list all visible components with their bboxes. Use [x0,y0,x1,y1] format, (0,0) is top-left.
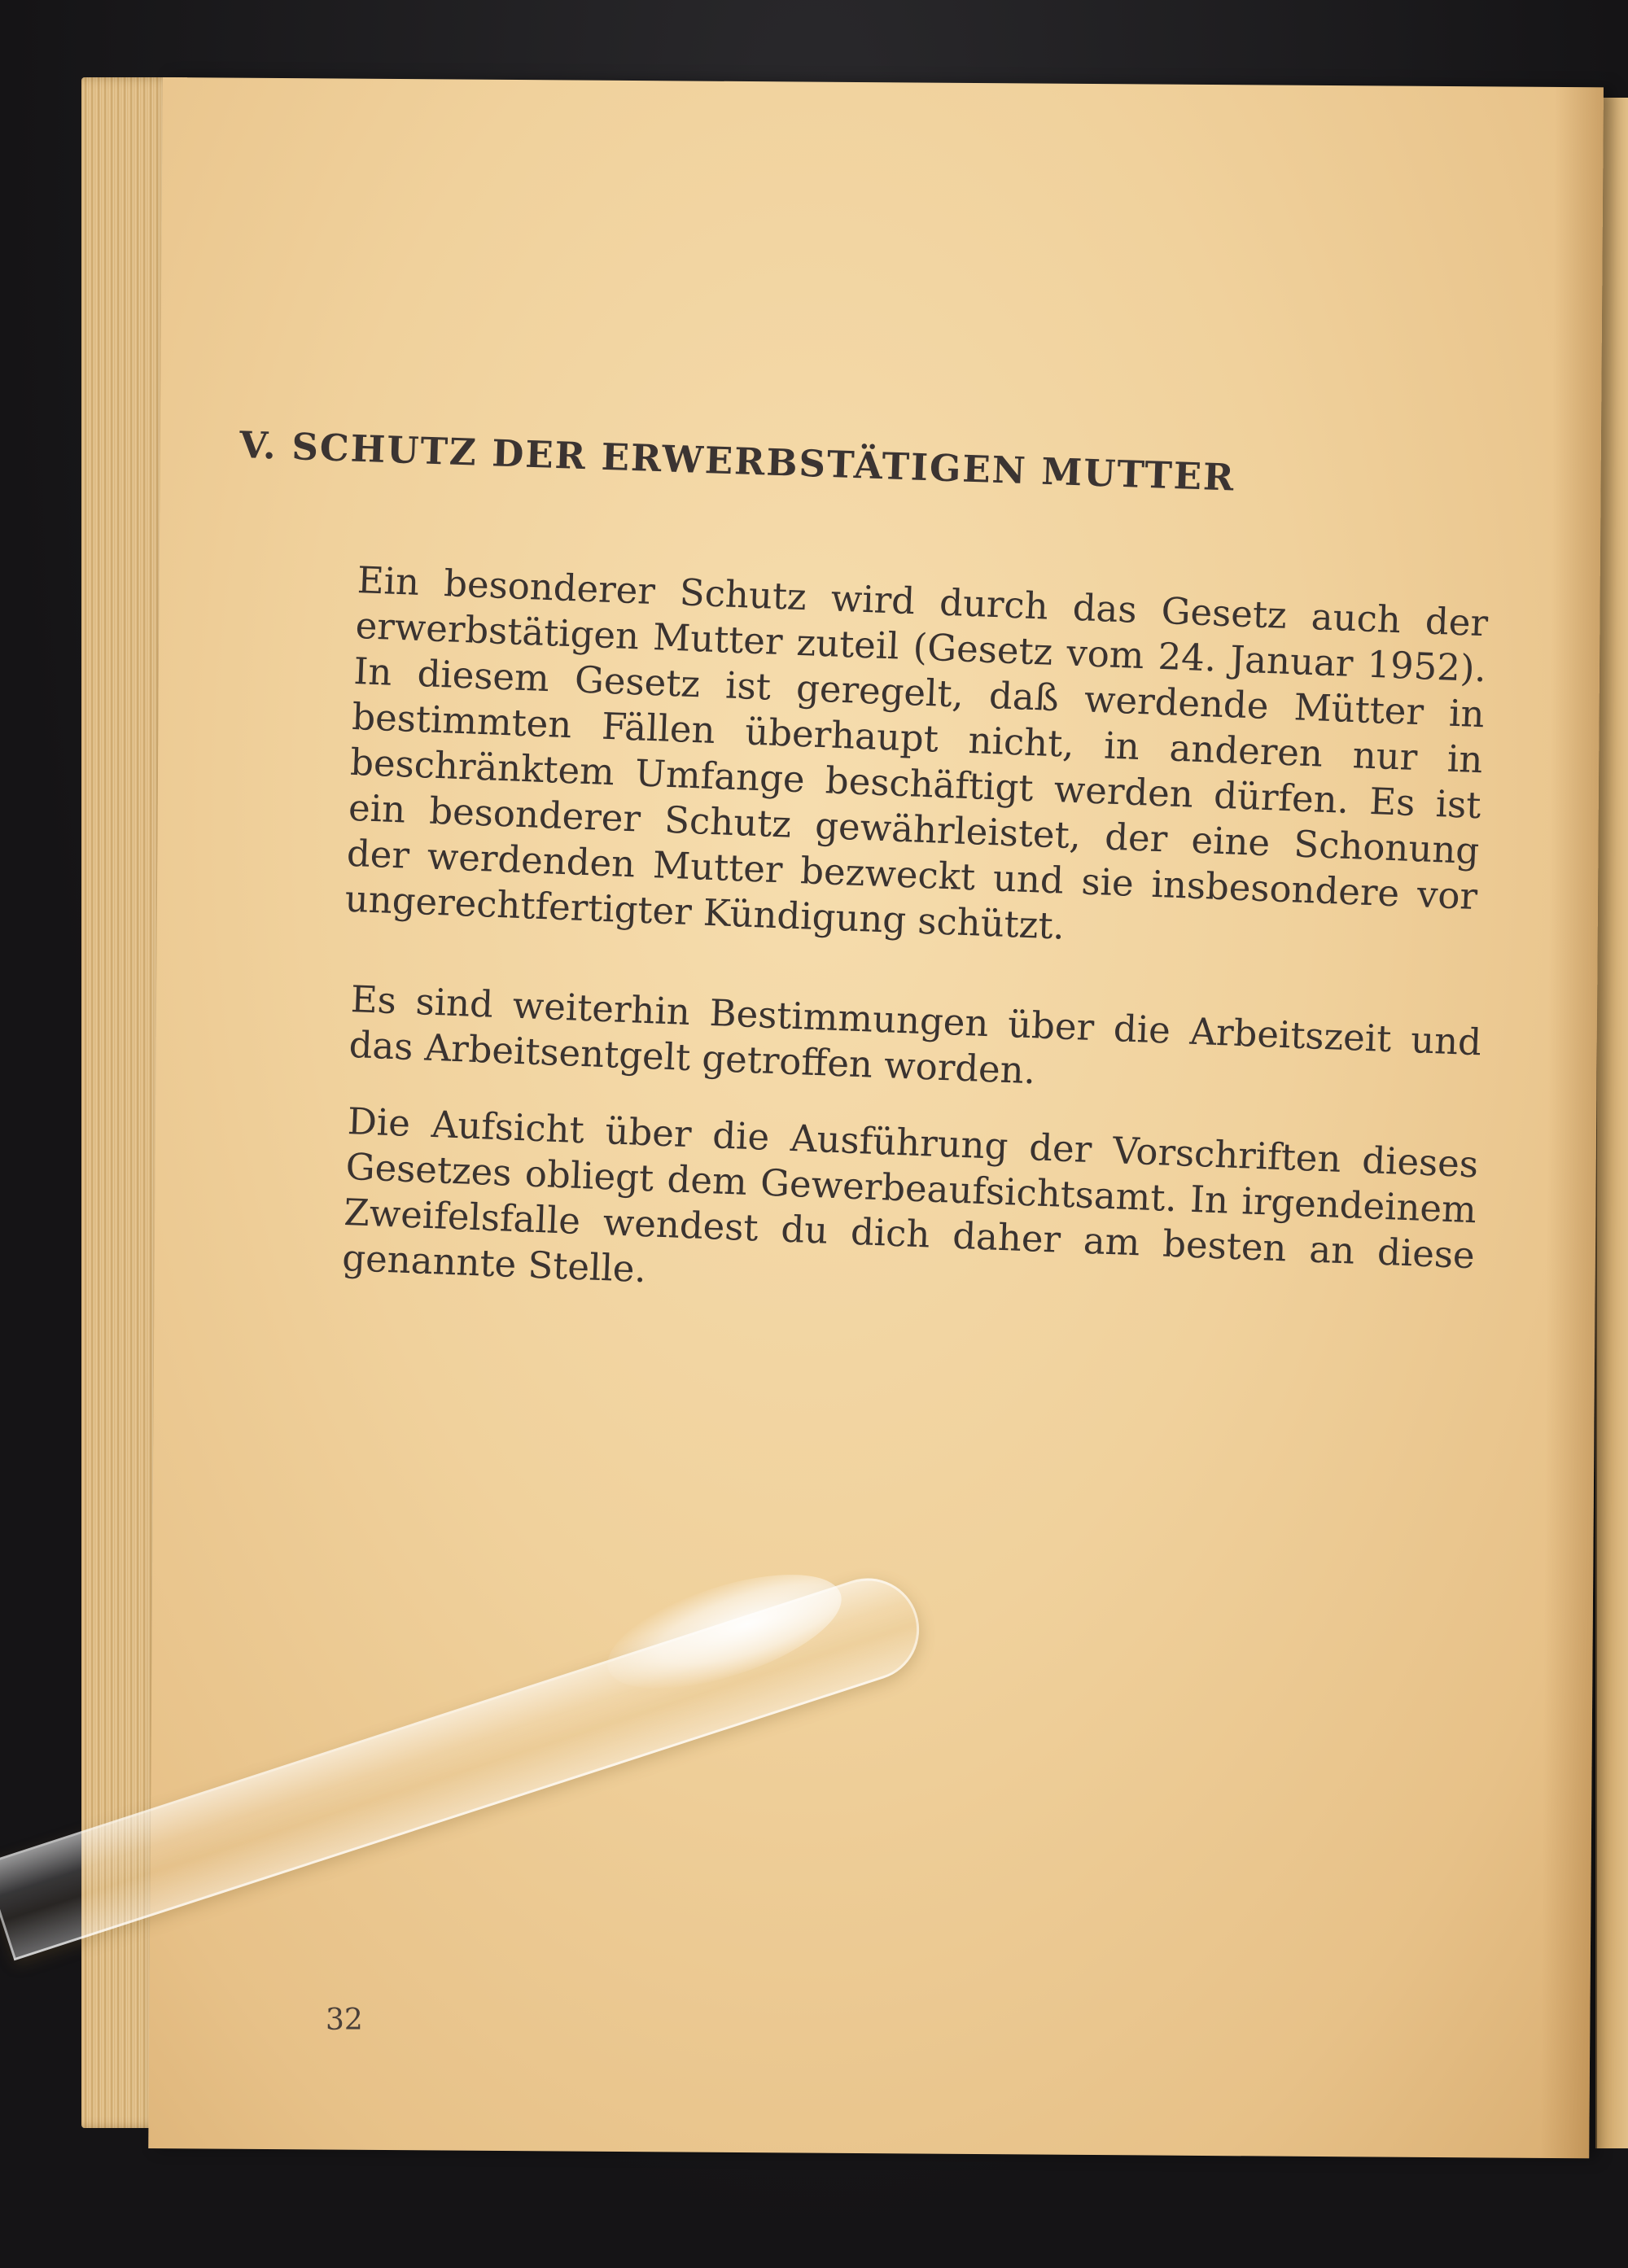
paragraph-2: Es sind weiterhin Bestimmungen über die Arbeitszeit und das Arbeitsentgelt getroffen worden. [348,977,1482,1093]
paragraph-1: Ein besonderer Schutz wird durch das Gesetz auch der erwerbstätigen Mutter zuteil (Gesetz vom 24. Januar 1952). In diesem Gesetz ist geregelt, daß werdende Mütter in bestimmten Fällen überhaupt nicht, in anderen nur in beschränktem Umfange beschäftigt werden dürfen. Es ist ein besonderer Schutz gewährleistet, der eine Schonung der werdenden Mutter bezweckt und sie insbesondere vor ungerechtfertigter Kündigung schützt. [344,557,1489,948]
chapter-heading: V. SCHUTZ DER ERWERBSTÄTIGEN MUTTER [239,423,1236,500]
paragraph-3: Die Aufsicht über die Ausführung der Vorschriften dieses Gesetzes obliegt dem Gewerbeaufsichtsamt. In irgendeinem Zweifelsfalle wendest du dich daher am besten an diese genannte Stelle. [341,1099,1479,1291]
page-number: 32 [326,2004,363,2037]
